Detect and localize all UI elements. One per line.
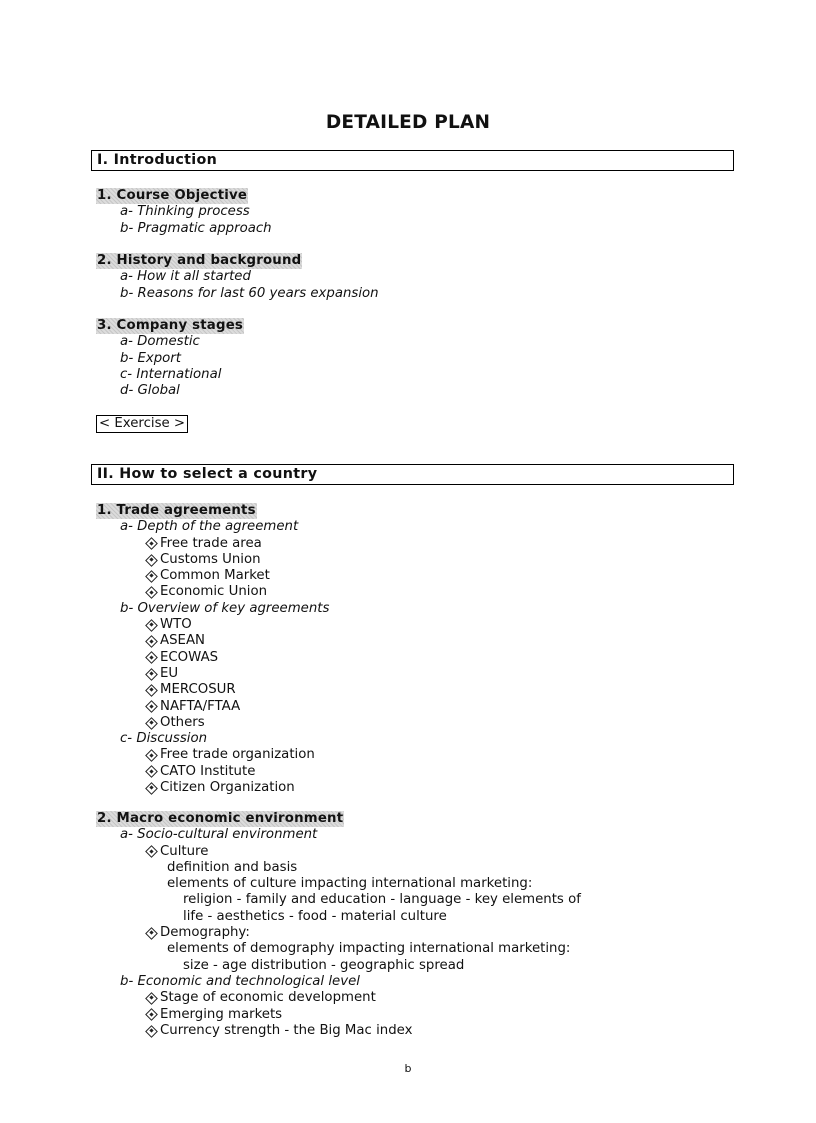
list-item: Customs Union xyxy=(96,552,736,568)
list-item: Economic Union xyxy=(96,584,736,600)
diamond-bullet-icon xyxy=(144,619,157,632)
section-course-objective xyxy=(96,188,736,237)
section-title: 3. Company stages xyxy=(97,318,244,333)
list-item: b- Export xyxy=(120,350,181,366)
diamond-bullet-icon xyxy=(144,554,157,567)
diamond-bullet-icon xyxy=(144,927,157,940)
diamond-bullet-icon xyxy=(144,651,157,664)
list-item: b- Pragmatic approach xyxy=(120,220,272,236)
diamond-bullet-icon xyxy=(144,635,157,648)
detail-text: religion - family and education - language - key elements of xyxy=(183,892,581,908)
detail-text: elements of demography impacting international marketing: xyxy=(167,941,571,957)
section-trade-agreements xyxy=(96,503,736,796)
page-number: b xyxy=(404,1062,412,1075)
section-title: 2. Macro economic environment xyxy=(97,811,344,826)
diamond-bullet-icon xyxy=(144,749,157,762)
section-macro-economic xyxy=(96,811,736,1039)
diamond-bullet-icon xyxy=(144,782,157,795)
list-item: c- International xyxy=(120,366,222,382)
chapter-heading-select-country: II. How to select a country xyxy=(91,464,734,485)
detail-text: life - aesthetics - food - material culture xyxy=(183,908,447,924)
section-title: 1. Course Objective xyxy=(97,188,248,203)
section-company-stages xyxy=(96,318,736,399)
subsection-title: a- Depth of the agreement xyxy=(120,519,299,535)
list-item: MERCOSUR xyxy=(96,682,736,698)
list-item: WTO xyxy=(96,617,736,633)
exercise-box: < Exercise > xyxy=(96,415,188,433)
list-item: NAFTA/FTAA xyxy=(96,699,736,715)
diamond-bullet-icon xyxy=(144,700,157,713)
list-item: a- How it all started xyxy=(120,269,251,285)
section-title: 1. Trade agreements xyxy=(97,503,256,518)
list-item: ASEAN xyxy=(96,633,736,649)
list-item: Free trade area xyxy=(96,536,736,552)
list-item: Citizen Organization xyxy=(96,780,736,796)
diamond-bullet-icon xyxy=(144,1025,157,1038)
list-item: Culture xyxy=(96,844,736,860)
list-item: CATO Institute xyxy=(96,764,736,780)
list-item: EU xyxy=(96,666,736,682)
list-item: a- Thinking process xyxy=(120,204,250,220)
detail-text: definition and basis xyxy=(167,859,298,875)
diamond-bullet-icon xyxy=(144,992,157,1005)
detail-text: elements of culture impacting international marketing: xyxy=(167,876,533,892)
diamond-bullet-icon xyxy=(144,668,157,681)
subsection-title: c- Discussion xyxy=(120,731,208,747)
diamond-bullet-icon xyxy=(144,586,157,599)
list-item: Stage of economic development xyxy=(96,990,736,1006)
diamond-bullet-icon xyxy=(144,684,157,697)
subsection-title: b- Economic and technological level xyxy=(120,973,360,989)
list-item: a- Domestic xyxy=(120,334,200,350)
diamond-bullet-icon xyxy=(144,765,157,778)
page-title: DETAILED PLAN xyxy=(325,112,491,133)
diamond-bullet-icon xyxy=(144,845,157,858)
diamond-bullet-icon xyxy=(144,537,157,550)
list-item: d- Global xyxy=(120,383,180,399)
diamond-bullet-icon xyxy=(144,1008,157,1021)
list-item: Emerging markets xyxy=(96,1007,736,1023)
diamond-bullet-icon xyxy=(144,717,157,730)
list-item: b- Reasons for last 60 years expansion xyxy=(120,285,379,301)
subsection-title: a- Socio-cultural environment xyxy=(120,827,318,843)
section-title: 2. History and background xyxy=(97,253,302,268)
list-item: Common Market xyxy=(96,568,736,584)
list-item: ECOWAS xyxy=(96,650,736,666)
chapter-heading-introduction: I. Introduction xyxy=(91,150,734,171)
subsection-title: b- Overview of key agreements xyxy=(120,600,330,616)
list-item: Currency strength - the Big Mac index xyxy=(96,1023,736,1039)
list-item: Free trade organization xyxy=(96,747,736,763)
detail-text: size - age distribution - geographic spread xyxy=(183,957,465,973)
section-history-background xyxy=(96,253,736,302)
diamond-bullet-icon xyxy=(144,570,157,583)
list-item: Demography: xyxy=(96,925,736,941)
list-item: Others xyxy=(96,715,736,731)
